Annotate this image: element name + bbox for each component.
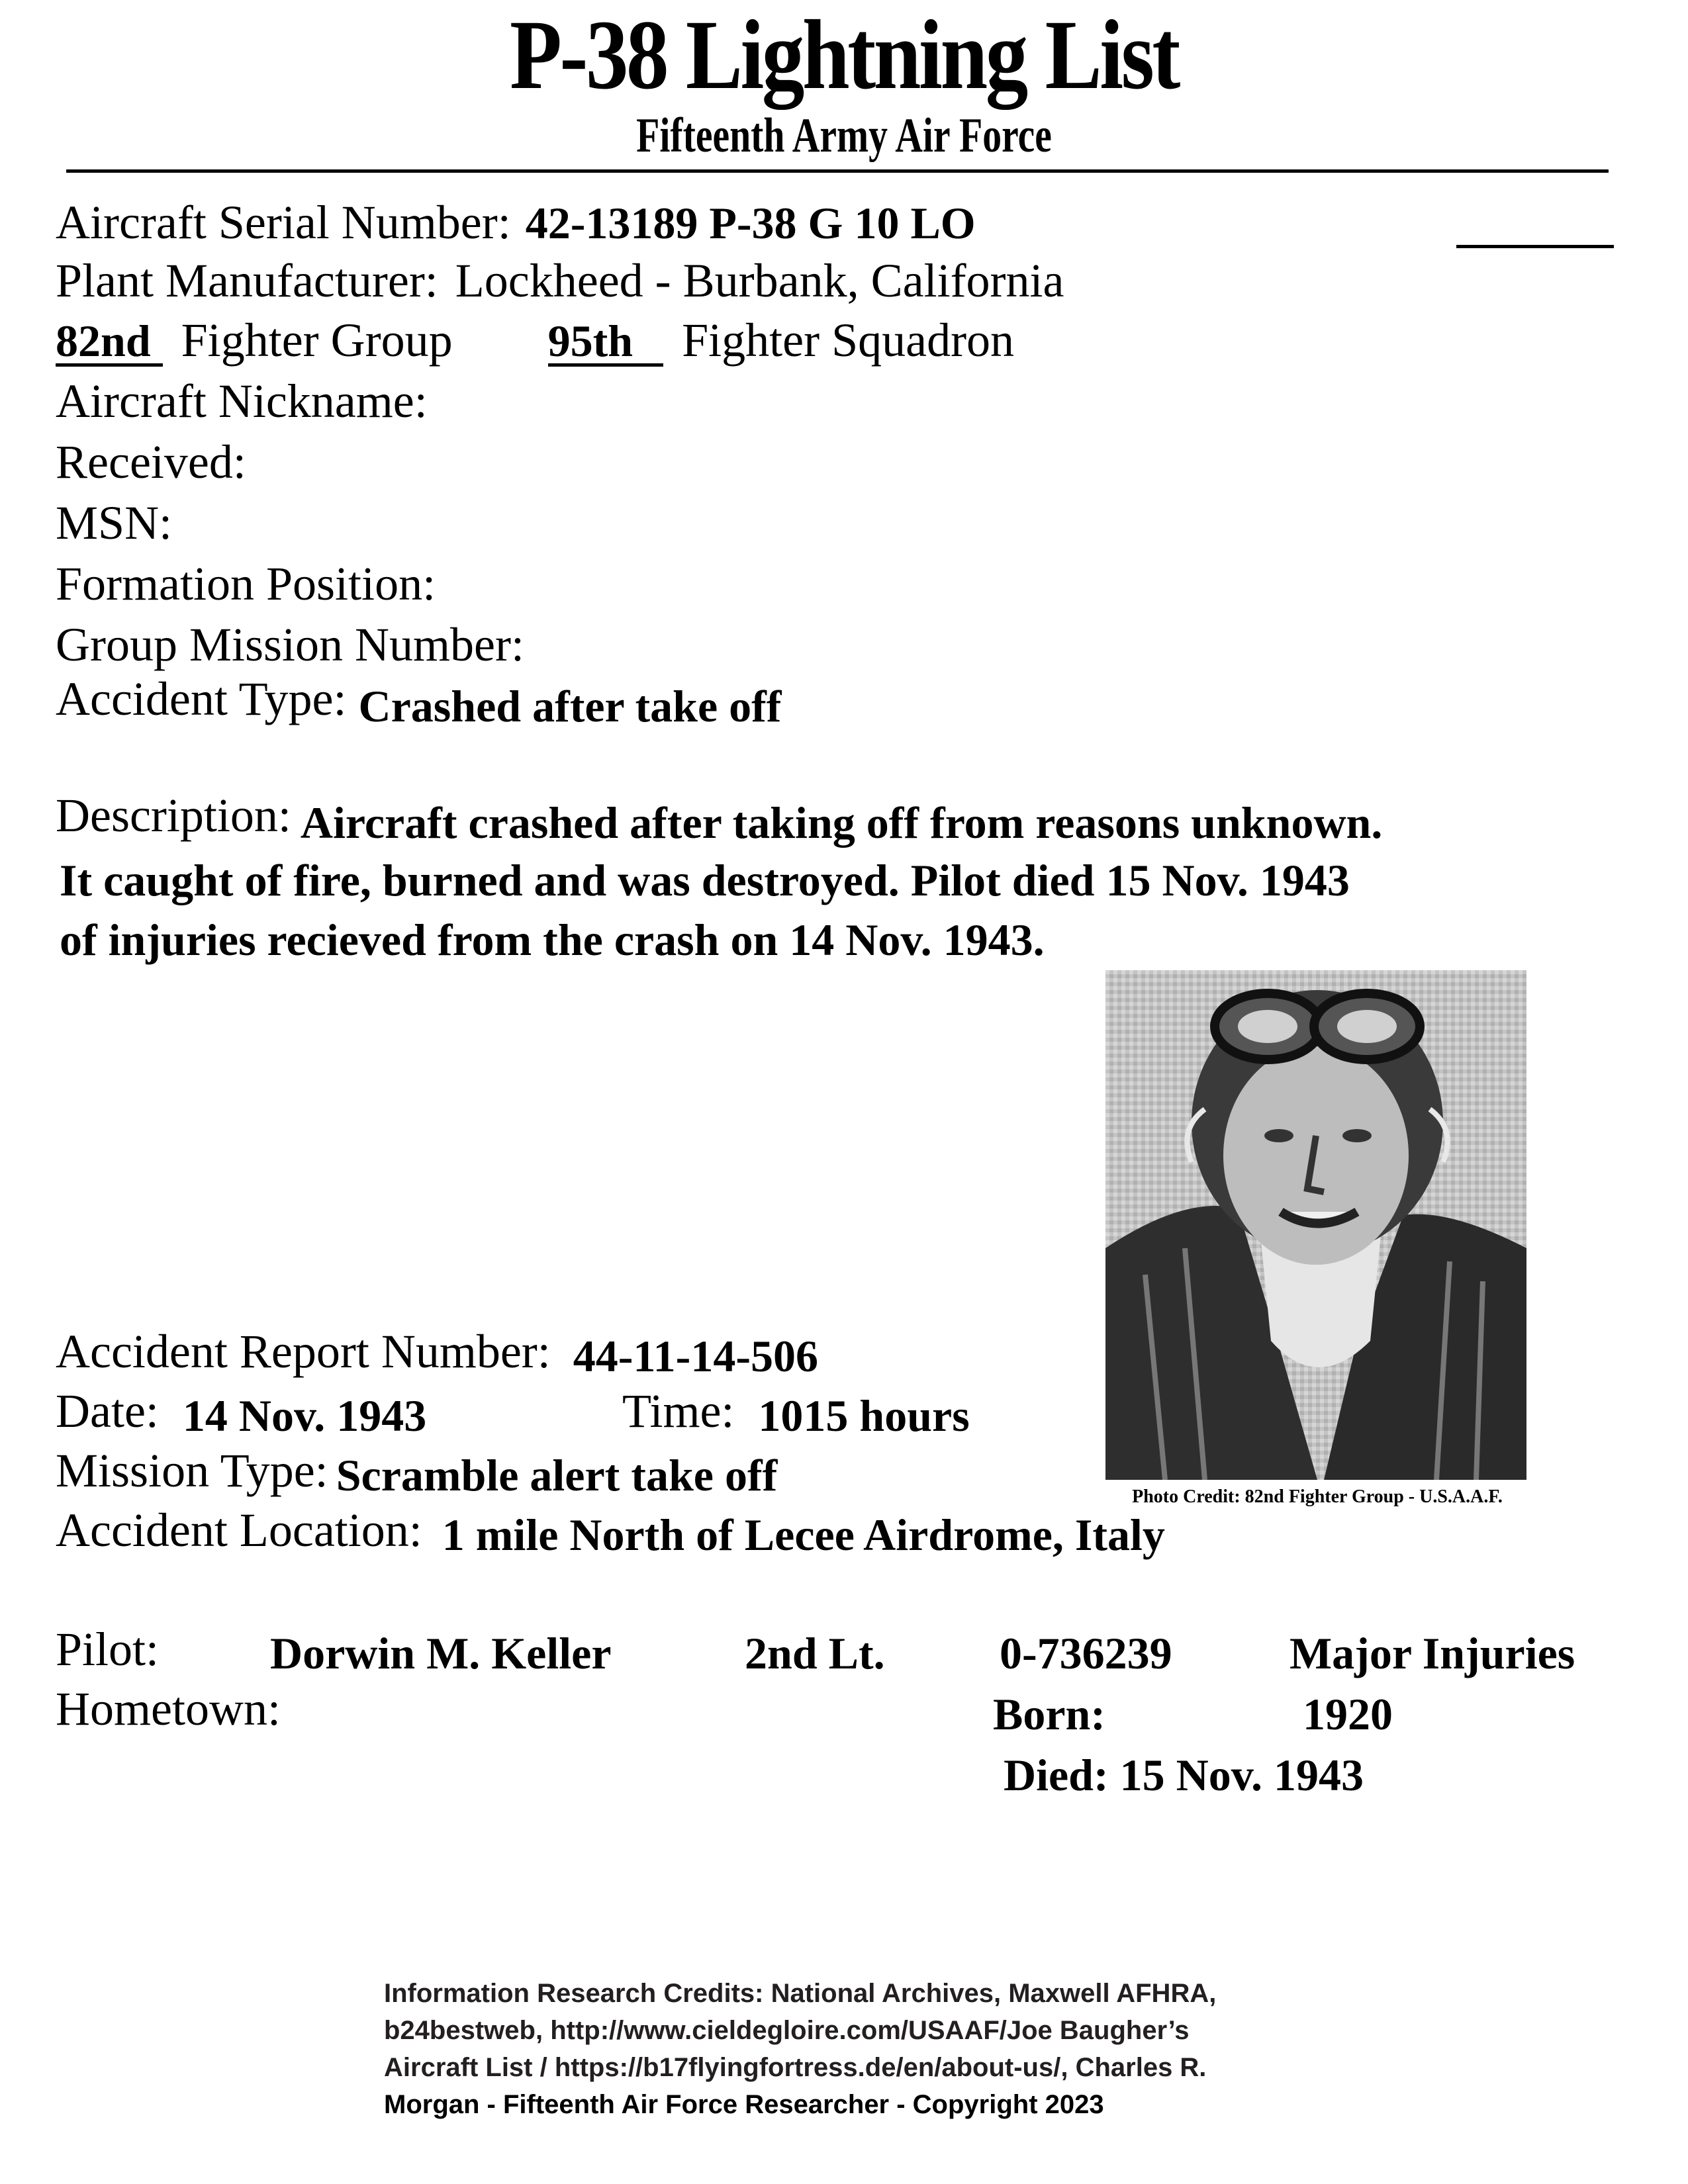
group-mission-number-label: Group Mission Number: [56, 618, 524, 671]
serial-number-value: 42-13189 P-38 G 10 LO [525, 198, 976, 248]
accident-location-row [56, 1504, 1165, 1560]
pilot-serial: 0-736239 [1000, 1628, 1172, 1678]
blank-entry-line [1456, 245, 1614, 248]
credits-line-3: Aircraft List / https://b17flyingfortress.de/en/about-us/, Charles R. [384, 2053, 1207, 2082]
fighter-group-label: Fighter Group [181, 314, 453, 367]
accident-report-value: 44-11-14-506 [573, 1331, 818, 1381]
formation-position-label: Formation Position: [56, 557, 436, 610]
pilot-portrait-image [1105, 970, 1526, 1480]
time-label: Time: [622, 1385, 735, 1437]
pilot-rank: 2nd Lt. [745, 1628, 885, 1678]
accident-location-label: Accident Location: [56, 1504, 422, 1557]
born-value: 1920 [1303, 1689, 1393, 1739]
time-value: 1015 hours [758, 1390, 970, 1441]
pilot-status: Major Injuries [1289, 1628, 1575, 1678]
header-divider [66, 169, 1609, 173]
fighter-squadron-label: Fighter Squadron [682, 314, 1015, 367]
description-line-2: It caught of fire, burned and was destroyed. Pilot died 15 Nov. 1943 [60, 855, 1350, 905]
accident-report-row [56, 1325, 818, 1381]
born-label: Born: [993, 1689, 1105, 1739]
accident-type-label: Accident Type: [56, 672, 347, 725]
manufacturer-label: Plant Manufacturer: [56, 254, 438, 307]
page-title: P-38 Lightning List [510, 0, 1178, 110]
credits-line-4: Morgan - Fifteenth Air Force Researcher - Copyright 2023 [384, 2090, 1104, 2119]
date-value: 14 Nov. 1943 [182, 1390, 427, 1441]
fighter-squadron-value: 95th [548, 318, 663, 367]
date-label: Date: [56, 1385, 159, 1437]
description-label: Description: [56, 789, 291, 842]
manufacturer-value: Lockheed - Burbank, California [455, 254, 1064, 307]
accident-report-label: Accident Report Number: [56, 1325, 551, 1378]
mission-type-label: Mission Type: [56, 1444, 328, 1497]
description-line-3: of injuries recieved from the crash on 14 Nov. 1943. [60, 915, 1045, 965]
serial-number-row [56, 196, 976, 249]
mission-type-row [56, 1444, 778, 1500]
credits-line-1: Information Research Credits: National Archives, Maxwell AFHRA, [384, 1979, 1217, 2008]
group-squadron-row [56, 316, 1014, 367]
died-value: Died: 15 Nov. 1943 [1004, 1750, 1364, 1800]
serial-number-label: Aircraft Serial Number: [56, 196, 511, 249]
msn-label: MSN: [56, 496, 173, 549]
manufacturer-row [56, 254, 1064, 307]
date-row [56, 1385, 427, 1441]
page-subtitle: Fifteenth Army Air Force [636, 109, 1052, 163]
mission-type-value: Scramble alert take off [336, 1450, 778, 1500]
fighter-group-value: 82nd [56, 318, 163, 367]
nickname-label: Aircraft Nickname: [56, 375, 428, 428]
accident-type-row [56, 672, 782, 731]
research-credits [384, 1975, 1216, 2123]
pilot-name: Dorwin M. Keller [270, 1628, 612, 1678]
photo-credit: Photo Credit: 82nd Fighter Group - U.S.A.A.F. [1132, 1486, 1503, 1507]
accident-type-value: Crashed after take off [358, 681, 782, 731]
accident-location-value: 1 mile North of Lecee Airdrome, Italy [442, 1510, 1165, 1560]
received-label: Received: [56, 435, 246, 488]
time-row [622, 1385, 970, 1441]
credits-line-2: b24bestweb, http://www.cieldegloire.com/USAAF/Joe Baugher’s [384, 2016, 1190, 2045]
pilot-photo [1105, 970, 1526, 1480]
hometown-label: Hometown: [56, 1682, 281, 1735]
description-line-1: Aircraft crashed after taking off from reasons unknown. [300, 797, 1383, 848]
pilot-label: Pilot: [56, 1623, 160, 1676]
description-row [56, 789, 1383, 848]
